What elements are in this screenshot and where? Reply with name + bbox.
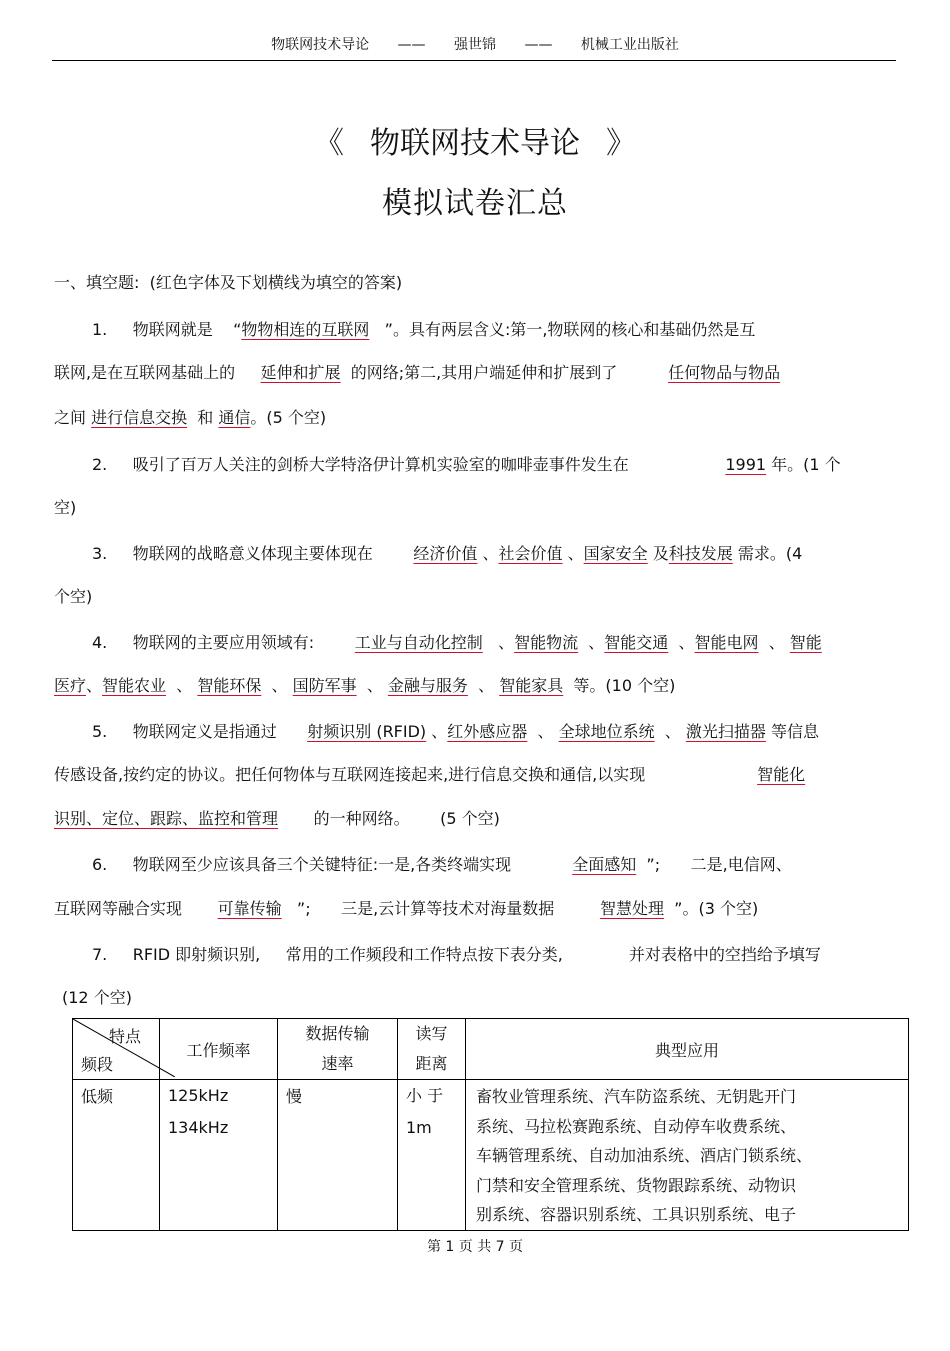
answer: 识别、定位、跟踪、监控和管理 <box>54 809 279 828</box>
table-row <box>73 1080 909 1231</box>
q1-line2: 联网,是在互联网基础上的 延伸和扩展 的网络;第二,其用户端延伸和扩展到了 任何物品与物品 <box>54 363 781 382</box>
q3-line2: 个空) <box>54 587 93 606</box>
section-heading: 一、填空题: (红色字体及下划横线为填空的答案) <box>54 273 403 292</box>
rfid-table <box>72 1018 909 1231</box>
answer: 国防军事 <box>292 676 357 695</box>
answer: 可靠传输 <box>217 899 282 918</box>
answer: 工业与自动化控制 <box>354 633 483 652</box>
answer: 医疗 <box>54 676 87 695</box>
q4-line2: 医疗、智能农业 、 智能环保 、 国防军事 、 金融与服务 、 智能家具 等。(10 个空) <box>54 676 676 695</box>
answer: 智能电网 <box>694 633 759 652</box>
q1-line1: 1. 物联网就是 “物物相连的互联网 ”。具有两层含义:第一,物联网的核心和基础仍然是互 <box>92 320 756 339</box>
cell-apps: 畜牧业管理系统、汽车防盗系统、无钥匙开门 系统、马拉松赛跑系统、自动停车收费系统、 车辆管理系统、自动加油系统、酒店门锁系统、 门禁和安全管理系统、货物跟踪系统、动物识 别系统、容器识别系统、工具识别系统、电子 <box>466 1080 909 1231</box>
header-publisher: 机械工业出版社 <box>580 37 679 53</box>
answer: 红外感应器 <box>447 722 528 741</box>
answer: 金融与服务 <box>387 676 468 695</box>
running-header <box>0 34 950 54</box>
answer: 社会价值 <box>498 544 563 563</box>
answer: 智能物流 <box>514 633 579 652</box>
page-footer: 第 1 页 共 7 页 <box>426 1239 524 1255</box>
q2-line2: 空) <box>54 498 77 517</box>
answer: 射频识别 (RFID) <box>307 722 427 741</box>
answer: 智能环保 <box>197 676 262 695</box>
answer: 智能农业 <box>102 676 167 695</box>
corner-cell: 特点 频段 <box>73 1019 160 1080</box>
q7-line2: (12 个空) <box>62 988 132 1007</box>
answer: 进行信息交换 <box>91 408 188 427</box>
answer: 延伸和扩展 <box>260 363 341 382</box>
q6-line2: 互联网等融合实现 可靠传输 ”; 三是,云计算等技术对海量数据 智慧处理 ”。(3 个空) <box>54 899 759 918</box>
answer: 任何物品与物品 <box>668 363 781 382</box>
q4-line1: 4. 物联网的主要应用领域有: 工业与自动化控制 、智能物流 、智能交通 、智能电网 、 智能 <box>92 633 822 652</box>
cell-freq: 125kHz 134kHz <box>160 1080 278 1231</box>
answer: 全面感知 <box>572 855 637 874</box>
header-book: 物联网技术导论 <box>271 37 370 53</box>
q5-line1: 5. 物联网定义是指通过 射频识别 (RFID) 、红外感应器 、 全球地位系统 、 激光扫描器 等信息 <box>92 722 819 741</box>
q5-line2: 传感设备,按约定的协议。把任何物体与互联网连接起来,进行信息交换和通信,以实现 智能化 <box>54 765 806 784</box>
answer: 通信 <box>218 408 251 427</box>
answer: 智能 <box>789 633 822 652</box>
col-header: 读写 距离 <box>398 1019 466 1080</box>
q1-line3: 之间 进行信息交换 和 通信。(5 个空) <box>54 408 327 427</box>
header-sep: —— <box>524 37 553 53</box>
doc-subtitle: 模拟试卷汇总 <box>382 186 568 221</box>
q6-line1: 6. 物联网至少应该具备三个关键特征:一是,各类终端实现 全面感知 ”; 二是,电信网、 <box>92 855 792 874</box>
answer: 科技发展 <box>668 544 733 563</box>
col-header: 典型应用 <box>466 1019 909 1080</box>
header-author: 强世锦 <box>454 37 496 53</box>
q5-line3: 识别、定位、跟踪、监控和管理 的一种网络。 (5 个空) <box>54 809 500 828</box>
cell-distance: 小 于 1m <box>398 1080 466 1231</box>
doc-title: 《 物联网技术导论 》 <box>314 126 636 161</box>
answer: 激光扫描器 <box>685 722 766 741</box>
answer: 智能化 <box>757 765 806 784</box>
answer: 智能交通 <box>604 633 669 652</box>
answer: 全球地位系统 <box>558 722 655 741</box>
answer: 物物相连的互联网 <box>241 320 370 339</box>
col-header: 数据传输 速率 <box>278 1019 398 1080</box>
cell-rate: 慢 <box>278 1080 398 1231</box>
answer: 智慧处理 <box>599 899 664 918</box>
answer: 经济价值 <box>413 544 478 563</box>
q7-line1: 7. RFID 即射频识别, 常用的工作频段和工作特点按下表分类, 并对表格中的空挡给予填写 <box>92 945 821 964</box>
q3-line1: 3. 物联网的战略意义体现主要体现在 经济价值 、社会价值 、国家安全 及科技发展 需求。(4 <box>92 544 803 563</box>
col-header: 工作频率 <box>160 1019 278 1080</box>
q2-line1: 2. 吸引了百万人关注的剑桥大学特洛伊计算机实验室的咖啡壶事件发生在 1991 年。(1 个 <box>92 455 841 474</box>
header-rule <box>52 60 896 61</box>
answer: 智能家具 <box>499 676 564 695</box>
table-header-row <box>73 1019 909 1080</box>
answer: 国家安全 <box>583 544 648 563</box>
cell-band: 低频 <box>73 1080 160 1231</box>
header-sep: —— <box>397 37 426 53</box>
answer: 1991 <box>725 455 767 474</box>
